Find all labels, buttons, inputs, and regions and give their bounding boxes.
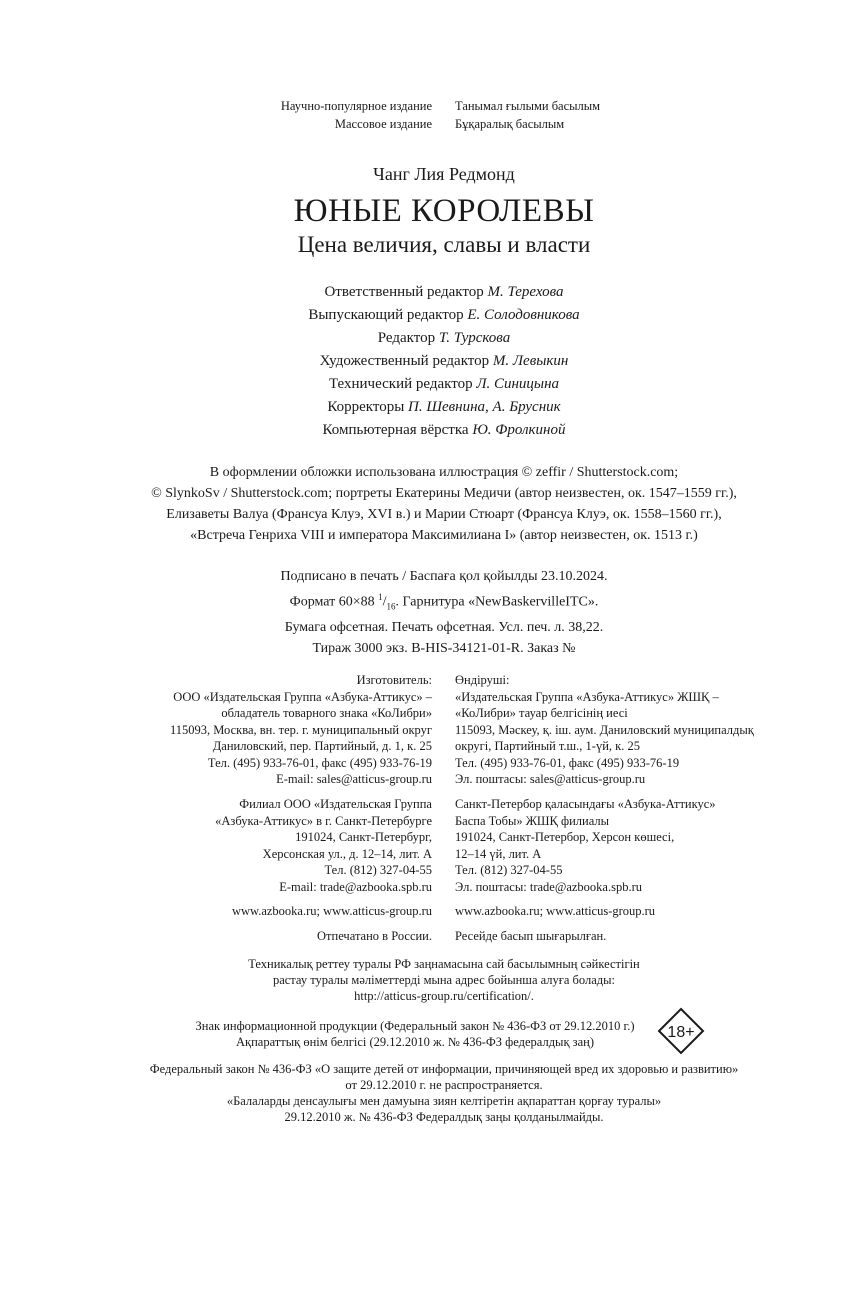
branch-kz-line: Баспа Тобы» ЖШҚ филиалы [455, 813, 609, 828]
manufacturer-ru-line: Тел. (495) 933-76-01, факс (495) 933-76-19 [207, 755, 432, 770]
credit-name: М. Левыкин [492, 353, 569, 369]
manufacturer-kz-line: «Издательская Группа «Азбука-Аттикус» ЖШҚ – [455, 689, 719, 704]
credit-name: М. Терехова [487, 284, 564, 300]
credit-line [0, 396, 856, 419]
branch-kz-line: Тел. (812) 327-04-55 [455, 863, 563, 877]
credit-name: Т. Турскова [438, 330, 511, 346]
series-ru-line: Научно-популярное издание [280, 99, 432, 113]
credit-role: Редактор [377, 330, 436, 346]
manufacturer-kz [455, 672, 805, 788]
print-run-line: Тираж 3000 экз. B-HIS-34121-01-R. Заказ № [312, 641, 576, 657]
federal-law-note [0, 1061, 856, 1125]
manufacturer-kz-line: Тел. (495) 933-76-01, факс (495) 933-76-19 [455, 755, 680, 770]
print-details [0, 566, 856, 659]
manufacturer-kz-line: Эл. поштасы: sales@atticus-group.ru [455, 772, 646, 786]
info-mark-line: Знак информационной продукции (Федеральный закон № 436-ФЗ от 29.12.2010 г.) [195, 1019, 635, 1033]
credit-line [0, 281, 856, 304]
format-denominator: 16 [386, 601, 396, 612]
credit-name: Е. Солодовникова [467, 307, 580, 323]
format-suffix: . Гарнитура «NewBaskervilleITC». [395, 594, 599, 610]
credit-role: Художественный редактор [319, 353, 490, 369]
credit-name: П. Шевнина, А. Брусник [408, 399, 561, 415]
format-numerator: 1 [378, 592, 383, 602]
branch-ru-line: Филиал ООО «Издательская Группа [239, 797, 432, 811]
info-mark-note [0, 1018, 830, 1050]
federal-law-line: 29.12.2010 ж. № 436-ФЗ Федералдық заңы қолданылмайды. [284, 1110, 604, 1124]
branch-kz-line: 12–14 үй, лит. А [455, 846, 542, 861]
manufacturer-kz-line: округі, Партийный т.ш., 1-үй, к. 25 [455, 739, 640, 753]
manufacturer-ru-line: E-mail: sales@atticus-group.ru [276, 772, 432, 786]
manufacturer-kz-line: «КоЛибри» тауар белгісінің иесі [455, 706, 628, 720]
certification-line: http://atticus-group.ru/certification/. [354, 989, 534, 1003]
illustration-line: © SlynkoSv / Shutterstock.com; портреты Екатерины Медичи (автор неизвестен, ок. 1547–1559 гг.), [151, 486, 737, 501]
series-ru [150, 97, 432, 133]
credit-line [0, 373, 856, 396]
illustration-credits [0, 462, 856, 546]
illustration-line: «Встреча Генриха VIII и императора Максимилиана I» (автор неизвестен, ок. 1513 г.) [190, 528, 698, 543]
credit-name: Ю. Фролкиной [472, 422, 566, 438]
book-title: ЮНЫЕ КОРОЛЕВЫ [293, 193, 595, 229]
credit-name: Л. Синицына [476, 376, 560, 392]
manufacturer-ru-line: ООО «Издательская Группа «Азбука-Аттикус» – [173, 689, 432, 704]
illustration-line: Елизаветы Валуа (Франсуа Клуэ, XVI в.) и Марии Стюарт (Франсуа Клуэ, ок. 1558–1560 гг.), [166, 507, 722, 522]
branch-ru-line: E-mail: trade@azbooka.spb.ru [279, 879, 432, 894]
branch-ru-line: Тел. (812) 327-04-55 [324, 863, 432, 877]
branch-ru-line: «Азбука-Аттикус» в г. Санкт-Петербурге [215, 813, 432, 828]
manufacturer-kz-line: 115093, Мәскеу, қ. іш. аум. Даниловский муниципалдық [455, 722, 754, 737]
credit-role: Выпускающий редактор [308, 307, 464, 323]
credit-role: Технический редактор [328, 376, 473, 392]
series-ru-line: Массовое издание [334, 117, 432, 131]
branch-kz [455, 796, 805, 895]
branch-ru-line: 191024, Санкт-Петербург, [295, 830, 432, 844]
credit-role: Корректоры [327, 399, 405, 415]
credits-list [0, 281, 856, 442]
paper-line: Бумага офсетная. Печать офсетная. Усл. печ. л. 38,22. [284, 620, 604, 636]
printed-in-ru: Отпечатано в России. [317, 929, 432, 943]
format-prefix: Формат 60×88 [289, 594, 379, 610]
websites-kz: www.azbooka.ru; www.atticus-group.ru [455, 904, 656, 918]
manufacturer-ru-line: Изготовитель: [356, 673, 432, 687]
book-subtitle: Цена величия, славы и власти [297, 232, 591, 257]
certification-line: Техникалық реттеу туралы РФ заңнамасына сай басылымның сәйкестігін [248, 957, 640, 971]
manufacturer-ru-line: обладатель товарного знака «КоЛибри» [221, 706, 432, 720]
author: Чанг Лия Редмонд [373, 164, 515, 184]
format-slash: / [382, 594, 387, 610]
illustration-line: В оформлении обложки использована иллюстрация © zeffir / Shutterstock.com; [209, 465, 679, 480]
websites-ru: www.azbooka.ru; www.atticus-group.ru [231, 904, 432, 918]
printed-in-kz: Ресейде басып шығарылған. [455, 929, 607, 943]
branch-kz-line: Эл. поштасы: trade@azbooka.spb.ru [455, 879, 643, 894]
signed-line: Подписано в печать / Баспаға қол қойылды 23.10.2024. [280, 569, 608, 584]
manufacturer-ru-line: 115093, Москва, вн. тер. г. муниципальный округ [169, 722, 432, 737]
branch-ru-line: Херсонская ул., д. 12–14, лит. А [262, 846, 432, 861]
credit-line [0, 327, 856, 350]
federal-law-line: Федеральный закон № 436-ФЗ «О защите детей от информации, причиняющей вред их здоровью и развитию» [149, 1062, 739, 1076]
age-rating-text: 18+ [667, 1024, 695, 1041]
credit-line [0, 419, 856, 442]
info-mark-line: Ақпараттық өнім белгісі (29.12.2010 ж. № 436-ФЗ федералдық заң) [236, 1035, 594, 1049]
branch-kz-line: Санкт-Петербор қаласындағы «Азбука-Аттикус» [455, 797, 716, 811]
credit-role: Компьютерная вёрстка [322, 422, 469, 438]
branch-ru [100, 796, 432, 895]
credit-line [0, 304, 856, 327]
certification-line: растау туралы мәліметтерді мына адрес бойынша алуға болады: [272, 973, 616, 987]
age-rating-badge [657, 1007, 705, 1055]
federal-law-line: «Балаларды денсаулығы мен дамуына зиян келтіретін ақпараттан қорғау туралы» [226, 1094, 662, 1108]
format-line [0, 587, 856, 617]
series-kz [455, 97, 715, 133]
branch-kz-line: 191024, Санкт-Петербор, Херсон көшесі, [455, 830, 675, 844]
series-kz-line: Танымал ғылыми басылым [455, 99, 601, 113]
credit-role: Ответственный редактор [324, 284, 484, 300]
series-kz-line: Бұқаралық басылым [455, 117, 565, 131]
certification-note [0, 956, 856, 1004]
manufacturer-ru-line: Даниловский, пер. Партийный, д. 1, к. 25 [212, 739, 432, 753]
credit-line [0, 350, 856, 373]
manufacturer-ru [100, 672, 432, 788]
manufacturer-kz-line: Өндіруші: [455, 673, 510, 687]
federal-law-line: от 29.12.2010 г. не распространяется. [345, 1078, 543, 1092]
